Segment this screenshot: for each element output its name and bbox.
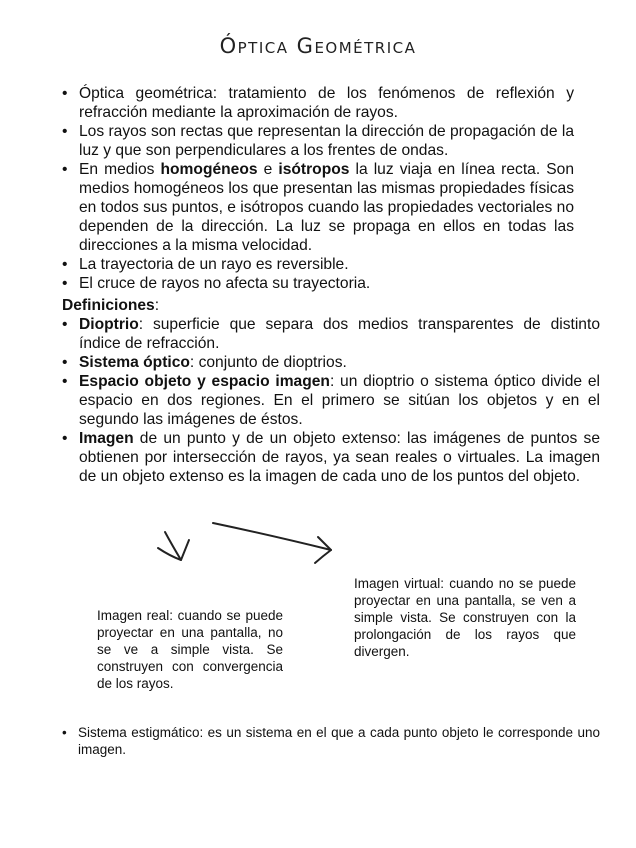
bullet-text-post: la luz viaja en línea recta. Son medios homogéneos los que presentan las mismas propiedades físicas en todos sus puntos, e isótropos cuando las propiedades vectoriales no dependen de la dirección. La luz se propaga en ellos en todas las direcciones a la misma velocidad. (79, 161, 574, 254)
term-isotropos: isótropos (278, 161, 350, 178)
bullet-text: El cruce de rayos no afecta su trayectoria. (79, 275, 371, 292)
bullet-text-pre: En medios (79, 161, 161, 178)
definition-term: Espacio objeto y espacio imagen (79, 373, 330, 390)
definition-text: : superficie que separa dos medios transparentes de distinto índice de refracción. (79, 316, 600, 352)
definitions-heading-colon: : (154, 297, 160, 314)
arrow-down-icon (158, 532, 189, 560)
definitions-heading-text: Definiciones (62, 297, 155, 314)
arrow-right-icon (213, 523, 331, 563)
note-virtual-image: Imagen virtual: cuando no se puede proyectar en una pantalla, se ven a simple vista. Se construyen con la prolongación de los rayos que divergen. (354, 576, 576, 659)
definition-term: Imagen (79, 430, 134, 447)
note-real-image: Imagen real: cuando se puede proyectar en una pantalla, no se ve a simple vista. Se construyen con convergencia de los rayos. (97, 608, 283, 691)
page-title: Óptica Geométrica (219, 34, 417, 58)
bullet-text: Los rayos son rectas que representan la dirección de propagación de la luz y que son perpendiculares a los frentes de ondas. (79, 123, 574, 159)
bullet-text: La trayectoria de un rayo es reversible. (79, 256, 349, 273)
definition-term: Sistema óptico (79, 354, 190, 371)
definition-text: de un punto y de un objeto extenso: las imágenes de puntos se obtienen por intersección de rayos, ya sean reales o virtuales. La imagen de un objeto extenso es la imagen de cada uno de los puntos del objeto. (79, 430, 600, 485)
bullet-text: Óptica geométrica: tratamiento de los fenómenos de reflexión y refracción mediante la aproximación de rayos. (79, 85, 574, 121)
definition-text: : un dioptrio o sistema óptico divide el espacio en dos regiones. En el primero se sitúan los objetos y en el segundo las imágenes de éstos. (79, 373, 600, 428)
bullet-text: Sistema estigmático: es un sistema en el que a cada punto objeto le corresponde uno imagen. (78, 725, 600, 757)
bullet-text-mid: e (257, 161, 279, 178)
definition-term: Dioptrio (79, 316, 139, 333)
term-homogeneos: homogéneos (160, 161, 258, 178)
final-bullet-list (62, 724, 600, 758)
definition-text: : conjunto de dioptrios. (189, 354, 347, 371)
list-item (62, 724, 600, 758)
